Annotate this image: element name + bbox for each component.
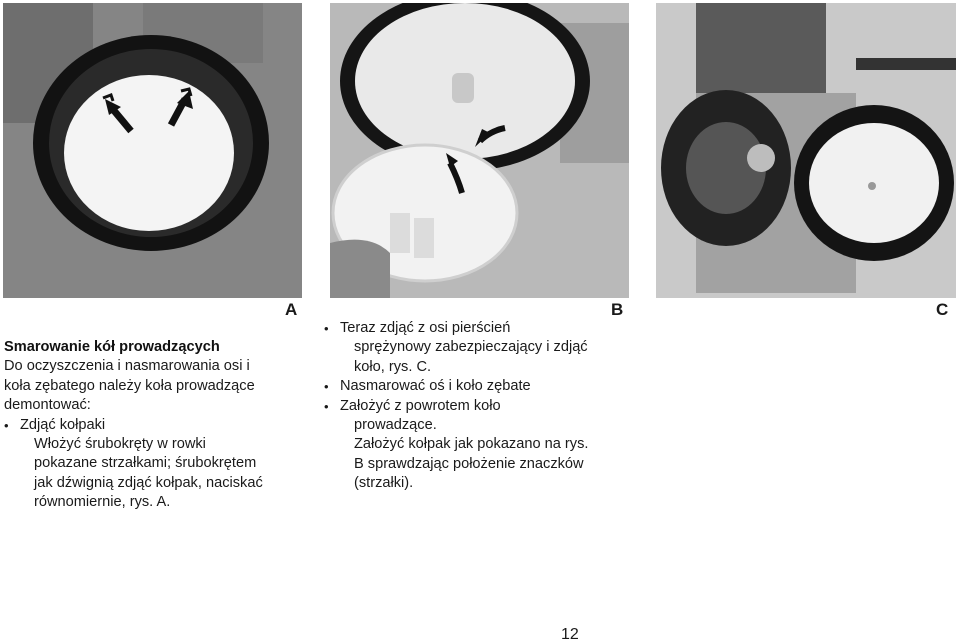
photo-c-wheel-gear <box>656 3 956 298</box>
photo-a-illustration <box>3 3 302 298</box>
instruction-line: (strzałki). <box>354 475 414 492</box>
bullet-reinstall-wheel: • Założyć z powrotem koło <box>324 397 644 416</box>
figure-label-a: A <box>285 300 298 319</box>
instruction-line: jak dźwignią zdjąć kołpak, naciskać <box>34 474 263 491</box>
instruction-line: B sprawdzając położenie znaczków <box>354 455 584 472</box>
page-number: 12 <box>561 626 579 643</box>
instruction-line: pokazane strzałkami; śrubokrętem <box>34 455 257 472</box>
photo-b-illustration <box>330 3 629 298</box>
instruction-line: Założyć kołpak jak pokazano na rys. <box>354 436 589 453</box>
photo-c-illustration <box>656 3 956 298</box>
instruction-line: Włożyć śrubokręty w rowki <box>34 436 206 453</box>
intro-line: demontować: <box>4 397 91 414</box>
intro-line: koła zębatego należy koła prowadzące <box>4 377 255 394</box>
instruction-line: sprężynowy zabezpieczający i zdjąć <box>354 339 588 356</box>
figure-label-c: C <box>936 300 949 319</box>
instruction-line: równomiernie, rys. A. <box>34 494 171 511</box>
intro-line: Do oczyszczenia i nasmarowania osi i <box>4 358 250 375</box>
instruction-line: prowadzące. <box>354 417 437 434</box>
left-text-column <box>4 338 304 513</box>
bullet-lubricate: • Nasmarować oś i koło zębate <box>324 377 644 396</box>
bullet-remove-hubcaps: • Zdjąć kołpaki <box>4 416 304 435</box>
section-heading: Smarowanie kół prowadzących <box>4 339 220 355</box>
middle-text-column <box>324 319 644 494</box>
instruction-line: koło, rys. C. <box>354 358 432 375</box>
bullet-remove-ring: • Teraz zdjąć z osi pierścień <box>324 319 644 338</box>
photo-b-hubcap-removed <box>330 3 629 298</box>
photo-a-wheel-hubcap-removal <box>3 3 302 298</box>
figure-label-b: B <box>611 300 624 319</box>
